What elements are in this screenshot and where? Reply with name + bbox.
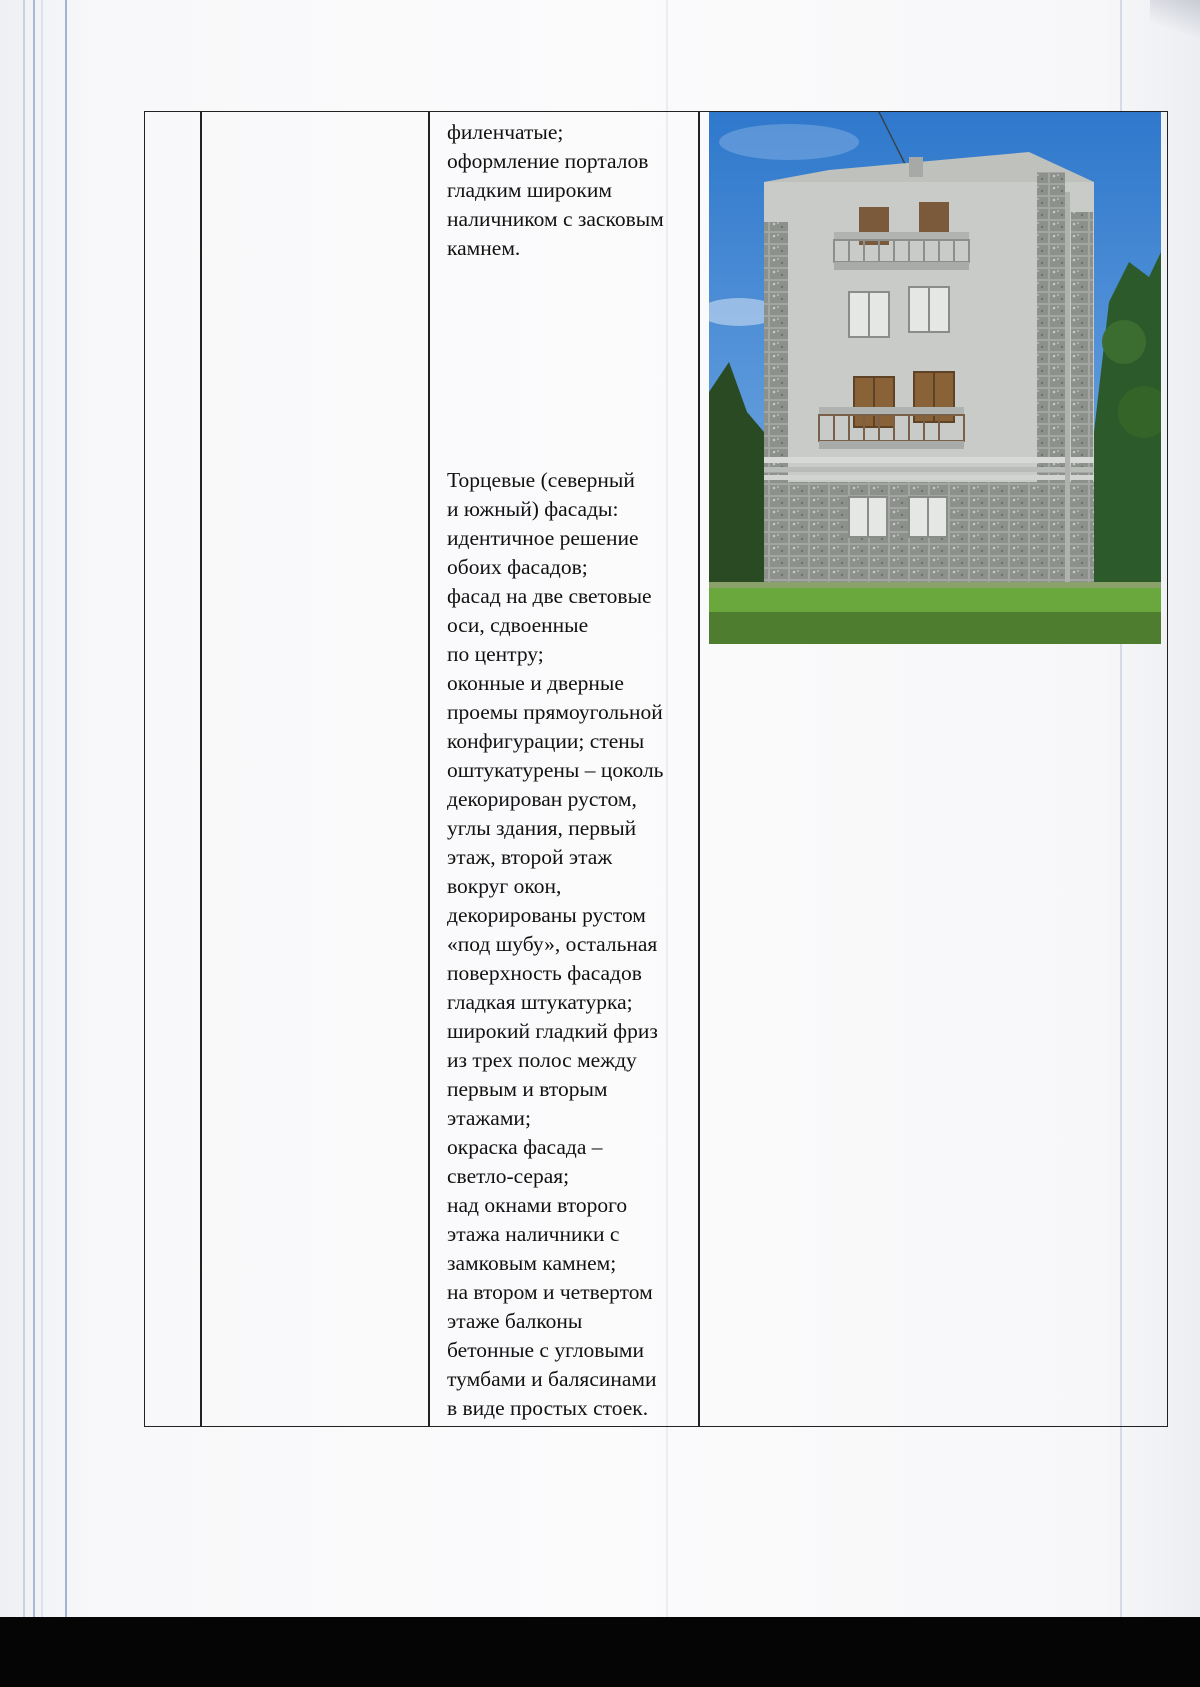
text-line: окраска фасада – [447, 1135, 603, 1159]
text-line: на втором и четвертом [447, 1280, 653, 1304]
text-line: гладкая штукатурка; [447, 990, 633, 1014]
facade-description-cell [437, 112, 698, 1426]
document-table [144, 111, 1168, 1427]
text-line: над окнами второго [447, 1193, 628, 1217]
text-line: идентичное решение [447, 526, 639, 550]
table-column-divider [428, 112, 430, 1426]
text-line: Торцевые (северный [447, 468, 635, 492]
text-line: обоих фасадов; [447, 555, 588, 579]
text-line: тумбами и балясинами [447, 1367, 657, 1391]
text-line: фасад на две световые [447, 584, 652, 608]
text-line: вокруг окон, [447, 874, 562, 898]
text-line: в виде простых стоек. [447, 1396, 649, 1420]
text-line: первым и вторым [447, 1077, 608, 1101]
text-line: из трех полос между [447, 1048, 637, 1072]
text-line: этаж, второй этаж [447, 845, 613, 869]
text-line: гладким широким [447, 178, 612, 202]
text-line: этаже балконы [447, 1309, 583, 1333]
paragraph-gap [447, 263, 692, 466]
text-line: этажа наличники с [447, 1222, 620, 1246]
text-line: оси, сдвоенные [447, 613, 589, 637]
text-line: поверхность фасадов [447, 961, 642, 985]
building-facade-photo [709, 112, 1161, 644]
text-line: углы здания, первый [447, 816, 637, 840]
text-line: проемы прямоугольной [447, 700, 663, 724]
text-line: этажами; [447, 1106, 531, 1130]
text-line: и южный) фасады: [447, 497, 619, 521]
text-line: наличником с засковым [447, 207, 664, 231]
text-line: светло-серая; [447, 1164, 570, 1188]
text-line: замковым камнем; [447, 1251, 617, 1275]
text-line: «под шубу», остальная [447, 932, 658, 956]
text-line: оформление порталов [447, 149, 649, 173]
text-line: оконные и дверные [447, 671, 624, 695]
text-line: по центру; [447, 642, 544, 666]
balcony-slab [834, 232, 969, 240]
text-line: декорированы рустом [447, 903, 646, 927]
scan-bottom-bar [0, 1617, 1200, 1687]
balcony-slab [819, 407, 964, 415]
page-corner-shadow [1150, 0, 1200, 40]
text-line: филенчатые; [447, 120, 564, 144]
text-line: широкий гладкий фриз [447, 1019, 658, 1043]
table-column-divider [200, 112, 202, 1426]
table-column-divider [698, 112, 700, 1426]
text-line: оштукатурены – цоколь [447, 758, 664, 782]
text-line: декорирован рустом, [447, 787, 637, 811]
text-line: конфигурации; стены [447, 729, 645, 753]
text-line: бетонные с угловыми [447, 1338, 645, 1362]
scan-edge-lines [20, 0, 72, 1617]
text-line: камнем. [447, 236, 521, 260]
